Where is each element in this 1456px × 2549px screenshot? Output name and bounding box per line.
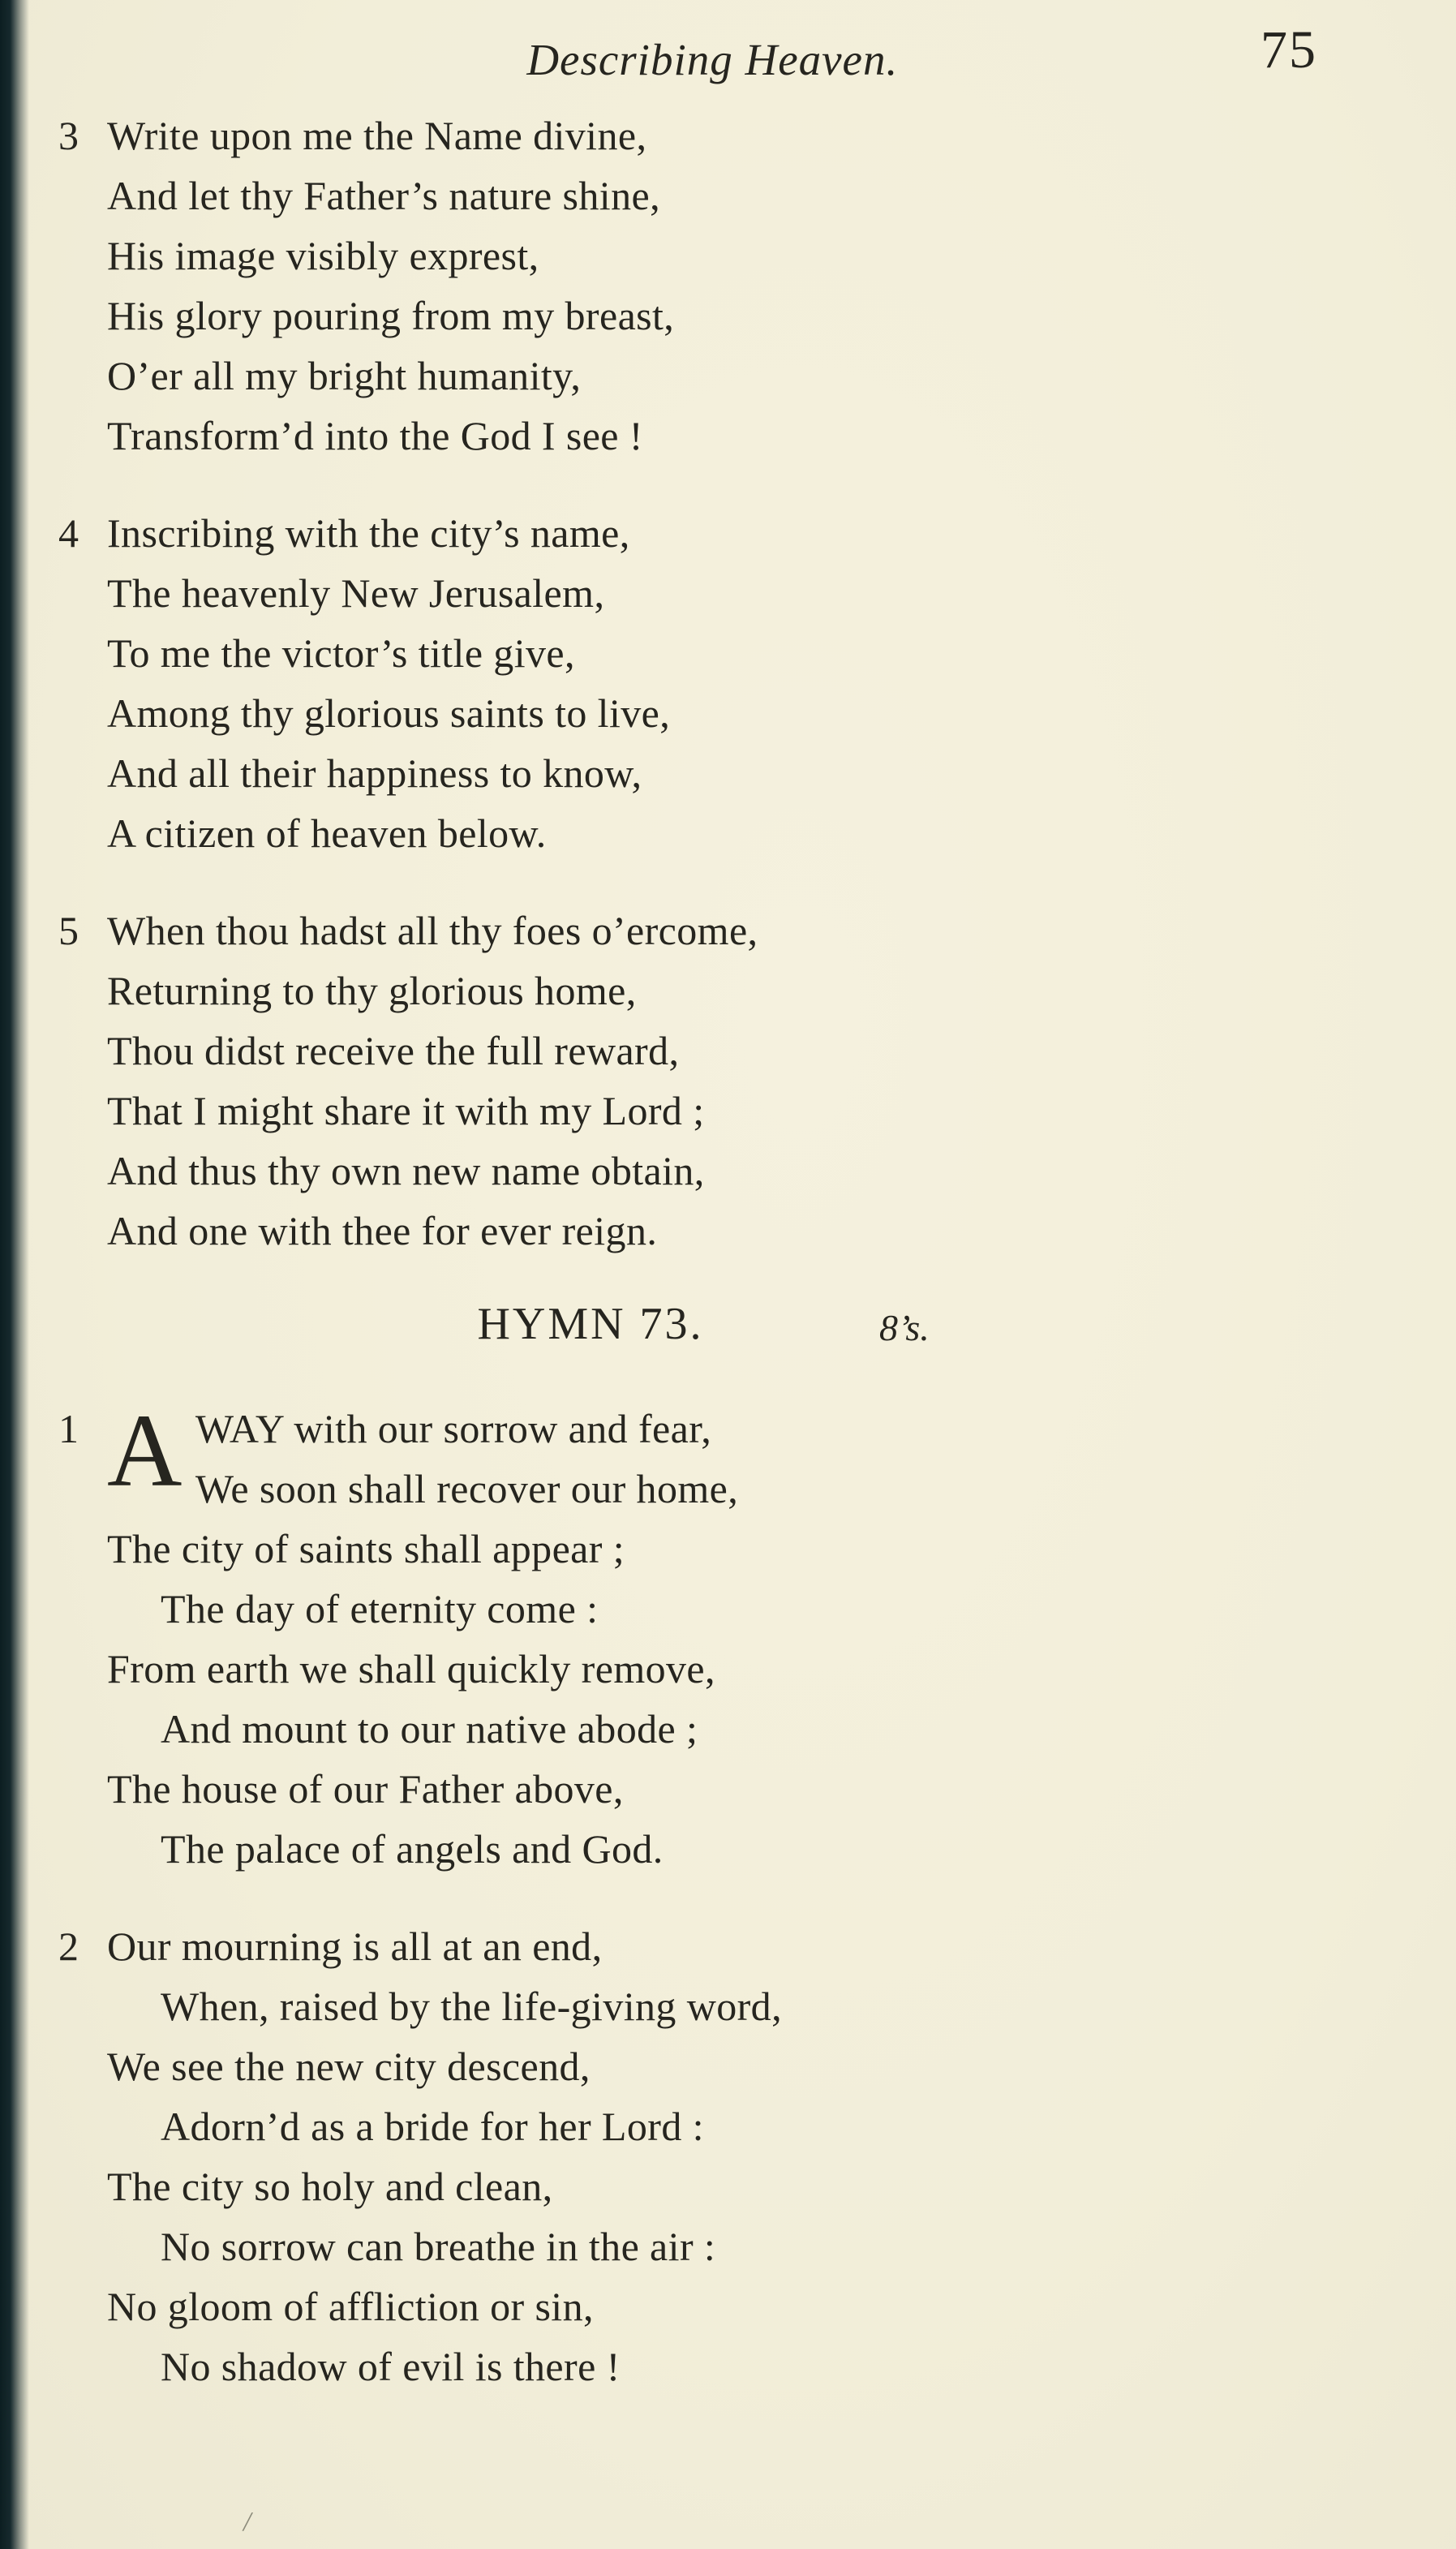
verse-line: The day of eternity come : xyxy=(161,1586,599,1631)
verse-line: And let thy Father’s nature shine, xyxy=(107,173,660,218)
verse-line: A citizen of heaven below. xyxy=(107,810,547,856)
verse-line: And thus thy own new name obtain, xyxy=(107,1148,705,1193)
verse xyxy=(58,105,1389,466)
hymn-meter: 8’s. xyxy=(879,1307,930,1348)
verse-line: His image visibly exprest, xyxy=(107,233,539,278)
verse-line: Our mourning is all at an end, xyxy=(107,1924,603,1969)
hymn-verses xyxy=(58,1393,1389,2396)
verse-line: Adorn’d as a bride for her Lord : xyxy=(161,2104,704,2149)
verse-line: WAY with our sorrow and fear, xyxy=(195,1406,712,1451)
verse-line: We soon shall recover our home, xyxy=(195,1466,739,1511)
verse-line: His glory pouring from my breast, xyxy=(107,293,675,338)
verse-body xyxy=(107,1393,739,1879)
verse xyxy=(58,1916,1389,2396)
verse-line: The house of our Father above, xyxy=(107,1766,624,1812)
verse-line: And mount to our native abode ; xyxy=(161,1706,698,1752)
hymn-heading xyxy=(58,1298,1389,1360)
verse-body xyxy=(107,1916,782,2396)
verse xyxy=(58,503,1389,863)
verse-line: O’er all my bright humanity, xyxy=(107,353,582,398)
verse-body xyxy=(107,503,670,863)
verse-number: 3 xyxy=(58,113,79,158)
verse-line: The heavenly New Jerusalem, xyxy=(107,570,605,616)
page-content xyxy=(58,20,1389,2434)
running-header xyxy=(58,20,1389,94)
verse-line: No shadow of evil is there ! xyxy=(161,2344,621,2389)
verse-line: We see the new city descend, xyxy=(107,2044,591,2089)
verse-line: Returning to thy glorious home, xyxy=(107,968,637,1013)
verse-line: The palace of angels and God. xyxy=(161,1826,664,1872)
verse-line: And all their happiness to know, xyxy=(107,750,642,796)
verse-number: 2 xyxy=(58,1924,79,1969)
verse-line: Transform’d into the God I see ! xyxy=(107,413,643,458)
verse-line: And one with thee for ever reign. xyxy=(107,1208,658,1253)
verse-number: 1 xyxy=(58,1406,79,1451)
verse-line: When thou hadst all thy foes o’ercome, xyxy=(107,908,758,953)
verse-line: When, raised by the life-giving word, xyxy=(161,1984,782,2029)
page-number: 75 xyxy=(1261,20,1317,80)
verse-line: Inscribing with the city’s name, xyxy=(107,510,630,556)
verse-line: Write upon me the Name divine, xyxy=(107,113,647,158)
stray-mark: / xyxy=(243,2507,251,2537)
verse-line: The city so holy and clean, xyxy=(107,2164,553,2209)
verse xyxy=(58,1393,1389,1879)
verse-line: Among thy glorious saints to live, xyxy=(107,690,671,736)
verse-line: No sorrow can breathe in the air : xyxy=(161,2224,716,2269)
verse-line: From earth we shall quickly remove, xyxy=(107,1646,715,1691)
verse-line: That I might share it with my Lord ; xyxy=(107,1088,705,1133)
verse-line: To me the victor’s title give, xyxy=(107,630,575,676)
verse-line: Thou didst receive the full reward, xyxy=(107,1028,680,1073)
hymn-title: HYMN 73. xyxy=(477,1299,704,1349)
book-binding-shadow xyxy=(0,0,29,2549)
verse-number: 5 xyxy=(58,908,79,953)
verse xyxy=(58,901,1389,1261)
verse-number: 4 xyxy=(58,510,79,556)
verses-top xyxy=(58,105,1389,1261)
drop-cap: A xyxy=(107,1393,183,1508)
verse-line: The city of saints shall appear ; xyxy=(107,1526,625,1571)
verse-body xyxy=(107,105,674,466)
page-title: Describing Heaven. xyxy=(526,35,899,84)
verse-line: No gloom of affliction or sin, xyxy=(107,2284,594,2329)
verse-body xyxy=(107,901,758,1261)
